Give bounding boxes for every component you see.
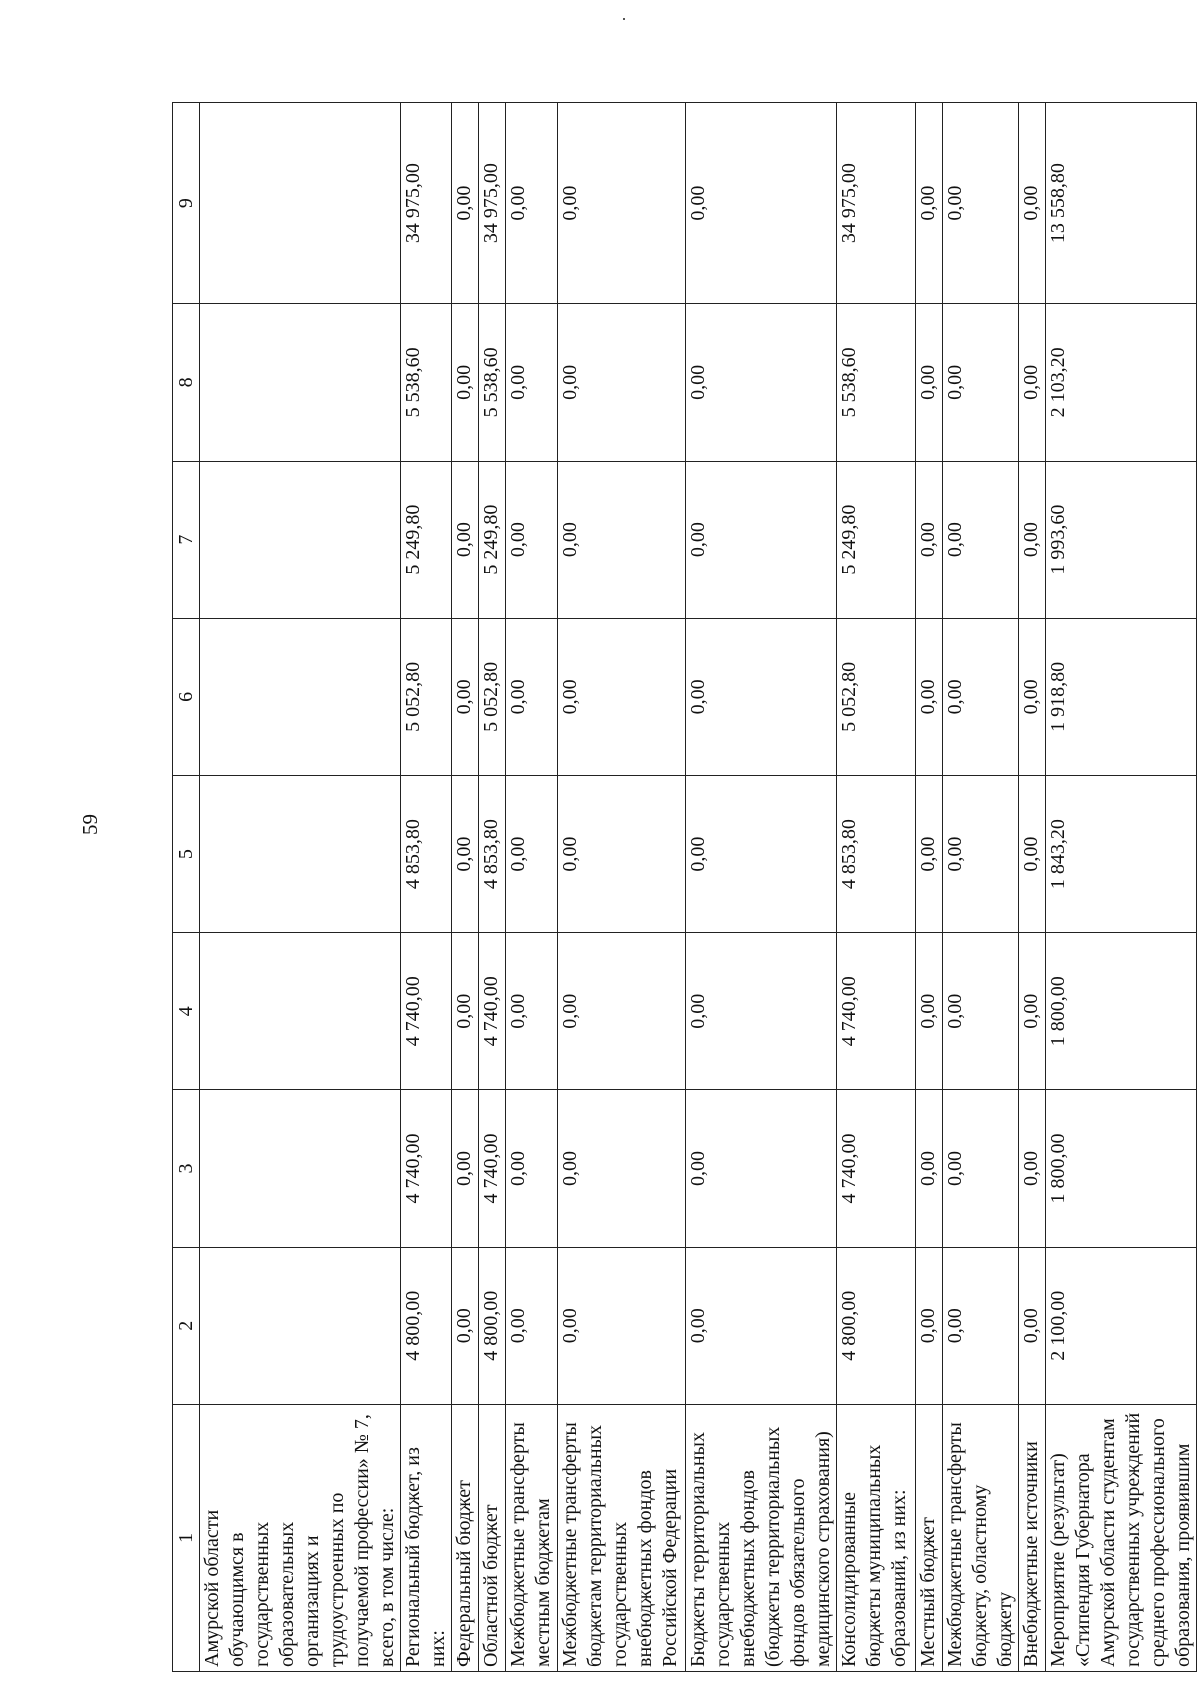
value-cell: 0,00 [558,461,686,618]
value-cell: 4 740,00 [479,1090,506,1247]
value-cell [200,1090,401,1247]
value-cell: 4 740,00 [479,933,506,1090]
value-cell: 4 740,00 [837,933,916,1090]
value-cell: 0,00 [686,103,837,304]
value-cell: 0,00 [506,1247,558,1404]
value-cell: 0,00 [558,775,686,932]
value-cell: 0,00 [1019,618,1046,775]
value-cell: 4 853,80 [479,775,506,932]
rotated-table-container [172,102,1194,1672]
value-cell: 0,00 [558,103,686,304]
table-body [200,103,1197,1672]
value-cell: 5 052,80 [401,618,452,775]
value-cell: 0,00 [943,304,1019,461]
value-cell: 1 800,00 [1046,933,1197,1090]
header-row [173,103,200,1672]
value-cell: 5 538,60 [401,304,452,461]
value-cell: 0,00 [452,775,479,932]
value-cell: 0,00 [1019,103,1046,304]
value-cell: 0,00 [943,1247,1019,1404]
row-label: Консолидированные бюджеты муниципальных образований, из них: [837,1404,916,1671]
value-cell: 4 800,00 [837,1247,916,1404]
value-cell: 4 740,00 [401,1090,452,1247]
value-cell: 4 740,00 [401,933,452,1090]
value-cell: 4 740,00 [837,1090,916,1247]
value-cell: 0,00 [452,933,479,1090]
value-cell: 0,00 [943,1090,1019,1247]
value-cell: 0,00 [506,304,558,461]
column-header-1: 1 [173,1404,200,1671]
value-cell [200,103,401,304]
value-cell: 0,00 [558,304,686,461]
value-cell: 5 538,60 [837,304,916,461]
value-cell: 0,00 [1019,1247,1046,1404]
table-row [200,103,401,1672]
value-cell: 0,00 [686,304,837,461]
value-cell: 4 853,80 [837,775,916,932]
column-header-4: 4 [173,933,200,1090]
value-cell: 0,00 [452,1247,479,1404]
value-cell: 0,00 [686,618,837,775]
value-cell: 4 800,00 [479,1247,506,1404]
column-header-9: 9 [173,103,200,304]
table-row [479,103,506,1672]
value-cell [200,618,401,775]
value-cell: 0,00 [916,461,943,618]
row-label: Межбюджетные трансферты бюджету, областному бюджету [943,1404,1019,1671]
value-cell: 4 853,80 [401,775,452,932]
table-row [452,103,479,1672]
value-cell: 0,00 [1019,1090,1046,1247]
value-cell: 1 993,60 [1046,461,1197,618]
value-cell: 0,00 [686,1247,837,1404]
value-cell [200,461,401,618]
value-cell: 5 249,80 [479,461,506,618]
value-cell: 0,00 [506,103,558,304]
table-row [558,103,686,1672]
value-cell: 34 975,00 [401,103,452,304]
value-cell [200,1247,401,1404]
row-label: Федеральный бюджет [452,1404,479,1671]
value-cell: 5 249,80 [401,461,452,618]
column-header-3: 3 [173,1090,200,1247]
row-label: Региональный бюджет, из них: [401,1404,452,1671]
value-cell: 4 800,00 [401,1247,452,1404]
value-cell: 0,00 [506,775,558,932]
table-row [1046,103,1197,1672]
column-header-6: 6 [173,618,200,775]
value-cell: 0,00 [1019,775,1046,932]
value-cell: 0,00 [916,304,943,461]
value-cell: 0,00 [916,103,943,304]
value-cell: 0,00 [943,618,1019,775]
value-cell: 0,00 [558,933,686,1090]
column-header-7: 7 [173,461,200,618]
value-cell [200,775,401,932]
row-label: Местный бюджет [916,1404,943,1671]
column-header-8: 8 [173,304,200,461]
row-label: Межбюджетные трансферты местным бюджетам [506,1404,558,1671]
value-cell: 0,00 [916,1090,943,1247]
table-row [506,103,558,1672]
table-row [916,103,943,1672]
value-cell: 0,00 [916,775,943,932]
value-cell: 0,00 [558,618,686,775]
value-cell: 0,00 [1019,933,1046,1090]
value-cell: 0,00 [558,1247,686,1404]
value-cell: 0,00 [943,103,1019,304]
value-cell: 5 052,80 [479,618,506,775]
value-cell: 2 103,20 [1046,304,1197,461]
value-cell: 0,00 [506,933,558,1090]
value-cell: 5 249,80 [837,461,916,618]
value-cell: 0,00 [943,775,1019,932]
value-cell: 0,00 [1019,304,1046,461]
table-row [686,103,837,1672]
row-label: Амурской области обучающимся в государственных образовательных организациях и трудоустроенных по получаемой профессии» № 7, всего, в том числе: [200,1404,401,1671]
value-cell: 0,00 [686,1090,837,1247]
value-cell: 0,00 [452,103,479,304]
value-cell: 0,00 [943,461,1019,618]
column-header-2: 2 [173,1247,200,1404]
value-cell: 1 800,00 [1046,1090,1197,1247]
value-cell: 0,00 [686,933,837,1090]
value-cell: 0,00 [916,933,943,1090]
value-cell: 0,00 [506,618,558,775]
value-cell: 1 843,20 [1046,775,1197,932]
value-cell: 13 558,80 [1046,103,1197,304]
row-label: Мероприятие (результат) «Стипендия Губернатора Амурской области студентам государственных учреждений среднего профессионального образования, проявившим [1046,1404,1197,1671]
row-label: Бюджеты территориальных государственных внебюджетных фондов (бюджеты территориальных фондов обязательного медицинского страхования) [686,1404,837,1671]
table-row [401,103,452,1672]
value-cell: 0,00 [558,1090,686,1247]
value-cell: 0,00 [506,461,558,618]
value-cell: 0,00 [506,1090,558,1247]
value-cell: 2 100,00 [1046,1247,1197,1404]
value-cell [200,304,401,461]
value-cell: 0,00 [686,775,837,932]
value-cell: 0,00 [916,618,943,775]
table-row [1019,103,1046,1672]
value-cell: 34 975,00 [479,103,506,304]
value-cell: 1 918,80 [1046,618,1197,775]
page-number: 59 [78,814,102,835]
value-cell: 0,00 [452,1090,479,1247]
value-cell: 0,00 [1019,461,1046,618]
row-label: Внебюджетные источники [1019,1404,1046,1671]
row-label: Межбюджетные трансферты бюджетам территориальных государственных внебюджетных фондов Российской Федерации [558,1404,686,1671]
value-cell: 5 538,60 [479,304,506,461]
value-cell: 0,00 [916,1247,943,1404]
row-label: Областной бюджет [479,1404,506,1671]
table-row [837,103,916,1672]
value-cell: 0,00 [943,933,1019,1090]
value-cell: 5 052,80 [837,618,916,775]
value-cell [200,933,401,1090]
value-cell: 0,00 [452,618,479,775]
stray-mark [623,18,625,20]
value-cell: 0,00 [686,461,837,618]
value-cell: 0,00 [452,461,479,618]
column-header-5: 5 [173,775,200,932]
value-cell: 0,00 [452,304,479,461]
value-cell: 34 975,00 [837,103,916,304]
table-row [943,103,1019,1672]
budget-table [172,102,1197,1672]
